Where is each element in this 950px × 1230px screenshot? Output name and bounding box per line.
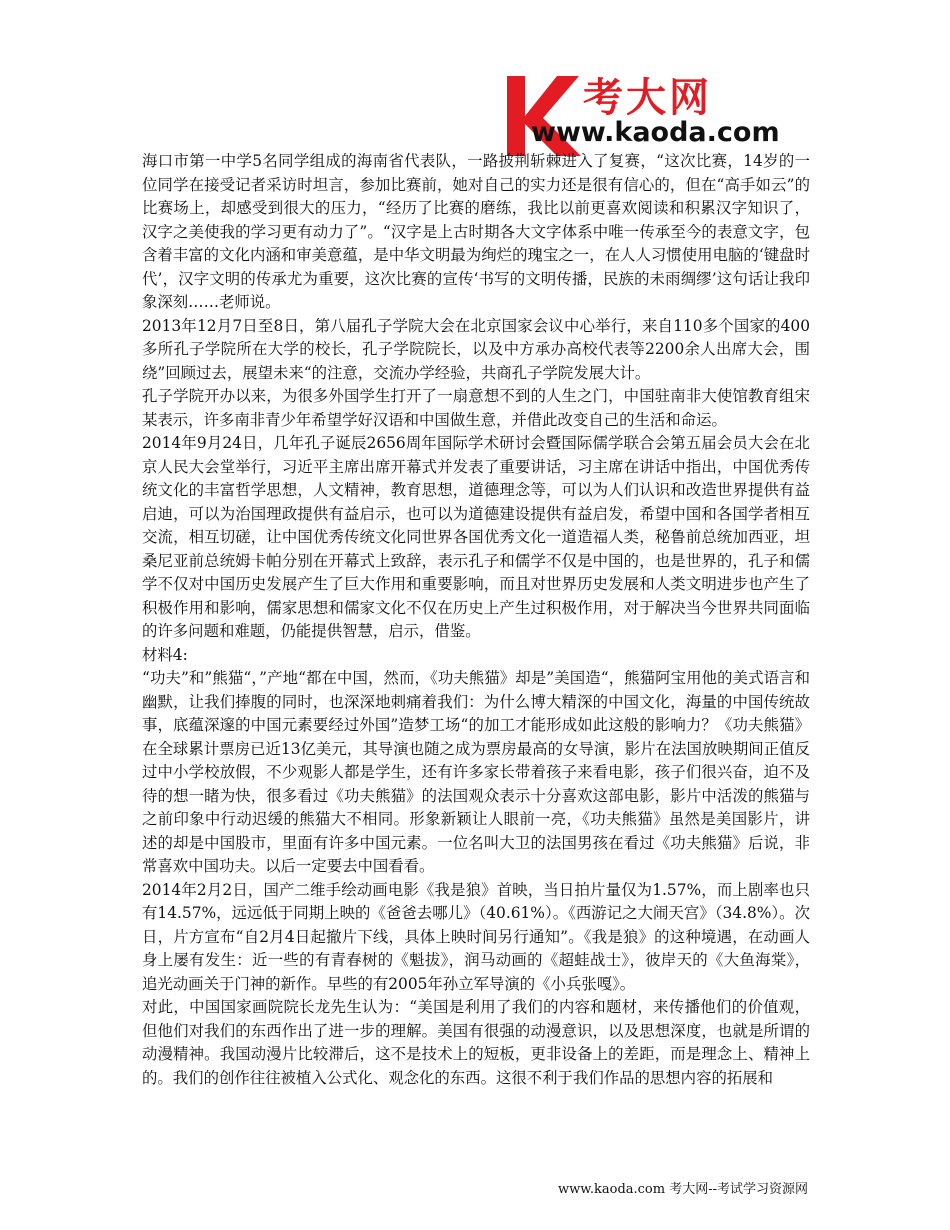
paragraph: 海口市第一中学5名同学组成的海南省代表队，一路披荆斩棘进入了复赛，“这次比赛，14岁的一位同学在接受记者采访时坦言，参加比赛前，她对自己的实力还是很有信心的，但在“高手如云”的比赛场上，却感受到很大的压力，“经历了比赛的磨练，我比以前更喜欢阅读和积累汉字知识了，汉字之美使我的学习更有动力了”。“汉字是上古时期各大文字体系中唯一传承至今的表意文字，包含着丰富的文化内涵和审美意蕴，是中华文明最为绚烂的瑰宝之一，在人人习惯使用电脑的‘键盘时代’，汉字文明的传承尤为重要，这次比赛的宣传‘书写的文明传播，民族的未雨绸缪’这句话让我印象深刻……老师说。 <box>142 152 810 311</box>
kaoda-logo[interactable] <box>497 72 797 158</box>
paragraph: 2014年2月2日，国产二维手绘动画电影《我是狼》首映，当日拍片量仅为1.57%，而上剧率也只有14.57%，远远低于同期上映的《爸爸去哪儿》（40.61%）。《西游记之大闹天宫》（34.8%）。次日，片方宣布“自2月4日起撤片下线，具体上映时间另行通知”。《我是狼》的这种境遇，在动画人身上屡有发生：近一些的有青春树的《魁拔》，润马动画的《超蛙战士》，彼岸天的《大鱼海棠》，追光动画关于门神的新作。早些的有2005年孙立军导演的《小兵张嘎》。 <box>142 880 810 993</box>
page-footer: www.kaoda.com 考大网--考试学习资源网 <box>558 1182 808 1197</box>
paragraph: 孔子学院开办以来，为很多外国学生打开了一扇意想不到的人生之门，中国驻南非大使馆教育组宋某表示，许多南非青少年希望学好汉语和中国做生意，并借此改变自己的生活和命运。 <box>142 387 810 429</box>
section-heading: 材料4: <box>142 645 188 664</box>
logo-url: www.kaoda.com <box>531 117 780 148</box>
logo-title: 考大网 <box>583 75 712 121</box>
paragraph: 对此，中国国家画院院长龙先生认为：“美国是利用了我们的内容和题材，来传播他们的价值观，但他们对我们的东西作出了进一步的理解。美国有很强的动漫意识，以及思想深度，也就是所谓的动漫精神。我国动漫片比较滞后，这不是技术上的短板，更非设备上的差距，而是理念上、精神上的。我们的创作往往被植入公式化、观念化的东西。这很不利于我们作品的思想内容的拓展和 <box>142 998 810 1087</box>
paragraph: 2013年12月7日至8日，第八届孔子学院大会在北京国家会议中心举行，来自110多个国家的400多所孔子学院所在大学的校长，孔子学院院长，以及中方承办高校代表等2200余人出席大会，围绕”回顾过去，展望未来“的注意，交流办学经验，共商孔子学院发展大计。 <box>142 316 810 382</box>
document-body <box>142 150 810 1090</box>
paragraph: 2014年9月24日，几年孔子诞辰2656周年国际学术研讨会暨国际儒学联合会第五届会员大会在北京人民大会堂举行，习近平主席出席开幕式并发表了重要讲话，习主席在讲话中指出，中国优秀传统文化的丰富哲学思想，人文精神，教育思想，道德理念等，可以为人们认识和改造世界提供有益启迪，可以为治国理政提供有益启示，也可以为道德建设提供有益启发，希望中国和各国学者相互交流，相互切磋，让中国优秀传统文化同世界各国优秀文化一道造福人类，秘鲁前总统加西亚，坦桑尼亚前总统姆卡帕分别在开幕式上致辞，表示孔子和儒学不仅是中国的，也是世界的，孔子和儒学不仅对中国历史发展产生了巨大作用和重要影响，而且对世界历史发展和人类文明进步也产生了积极作用和影响，儒家思想和儒家文化不仅在历史上产生过积极作用，对于解决当今世界共同面临的许多问题和难题，仍能提供智慧，启示，借鉴。 <box>142 434 810 640</box>
paragraph: “功夫”和”熊猫“，”产地“都在中国，然而，《功夫熊猫》却是”美国造“，熊猫阿宝用他的美式语言和幽默，让我们捧腹的同时，也深深地刺痛着我们：为什么博大精深的中国文化，海量的中国传统故事，底蕴深邃的中国元素要经过外国”造梦工场“的加工才能形成如此这般的影响力？《功夫熊猫》在全球累计票房已近13亿美元，其导演也随之成为票房最高的女导演，影片在法国放映期间正值反过中小学校放假，不少观影人都是学生，还有许多家长带着孩子来看电影，孩子们很兴奋，迫不及待的想一睹为快，很多看过《功夫熊猫》的法国观众表示十分喜欢这部电影，影片中活泼的熊猫与之前印象中行动迟缓的熊猫大不相同。形象新颖让人眼前一亮，《功夫熊猫》虽然是美国影片，讲述的却是中国股市，里面有许多中国元素。一位名叫大卫的法国男孩在看过《功夫熊猫》后说，非常喜欢中国功夫。以后一定要去中国看看。 <box>142 669 810 875</box>
